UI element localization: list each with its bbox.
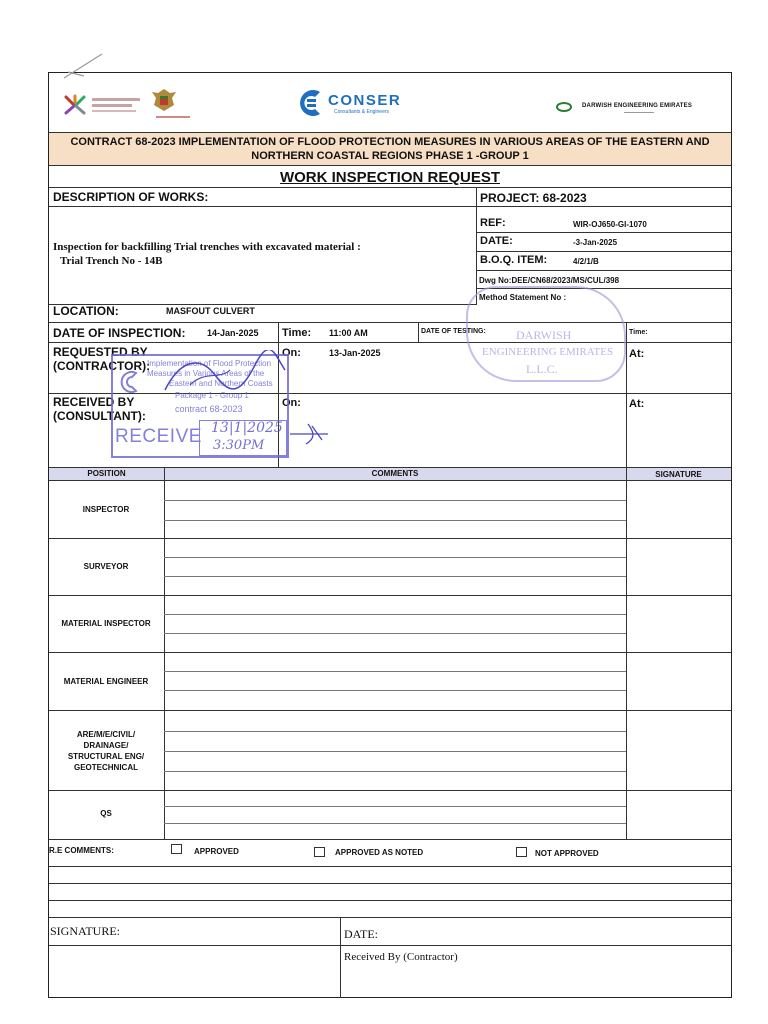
description-text: Inspection for backfilling Trial trenches with excavated material :: [53, 241, 361, 253]
ref-label: REF:: [480, 217, 506, 229]
approved-label: APPROVED: [194, 847, 239, 856]
stamp-time-handwritten: 3:30PM: [213, 438, 265, 453]
position-label: MATERIAL ENGINEER: [63, 677, 149, 686]
darwish-company-stamp: [466, 286, 626, 382]
requested-by-label: REQUESTED BY: [53, 345, 148, 359]
requested-on-value: 13-Jan-2025: [329, 348, 381, 358]
requested-by-label: (CONTRACTOR):: [53, 359, 151, 373]
requested-at-label: At:: [629, 348, 645, 360]
requested-on-label: On:: [282, 347, 301, 359]
stamp-text: Implementation of Flood Protection: [147, 359, 272, 368]
method-statement: Method Statement No :: [479, 293, 567, 302]
stamp-text: ENGINEERING EMIRATES: [482, 346, 614, 358]
inspection-form: [48, 72, 732, 998]
description-label: DESCRIPTION OF WORKS:: [53, 190, 209, 204]
stamp-c-logo-icon: [117, 370, 139, 394]
stamp-text: L.L.C.: [526, 362, 558, 376]
time-label: Time:: [282, 327, 312, 339]
not-approved-label: NOT APPROVED: [535, 849, 599, 858]
approved-as-noted-label: APPROVED AS NOTED: [335, 848, 424, 857]
position-label: INSPECTOR: [82, 505, 130, 514]
approved-as-noted-checkbox[interactable]: [314, 847, 325, 857]
location-label: LOCATION:: [53, 304, 119, 318]
description-text: Trial Trench No - 14B: [60, 255, 163, 267]
conser-name: CONSER: [328, 92, 402, 109]
contract-banner: [49, 132, 731, 166]
date-label: DATE:: [480, 235, 513, 247]
position-label: ARE/M/E/CIVIL/: [76, 730, 136, 739]
ref-value: WIR-OJ650-GI-1070: [573, 220, 647, 229]
date-of-testing-label: DATE OF TESTING:: [421, 328, 486, 335]
initials-scribble-icon: [288, 420, 330, 446]
received-by-contractor-label: Received By (Contractor): [344, 951, 458, 963]
stamp-text: DARWISH: [516, 328, 572, 342]
position-label: SURVEYOR: [83, 562, 129, 571]
position-label: GEOTECHNICAL: [74, 763, 138, 772]
time-value: 11:00 AM: [329, 328, 368, 338]
location-value: MASFOUT CULVERT: [166, 306, 255, 316]
stamp-text: Measures in Various Areas of the: [147, 369, 265, 378]
stamp-text: Package 1 - Group 1: [175, 391, 249, 400]
date-of-inspection-value: 14-Jan-2025: [207, 328, 259, 338]
boq-label: B.O.Q. ITEM:: [480, 254, 548, 266]
received-by-label: RECEIVED BY: [53, 395, 135, 409]
stamp-date-handwritten: 13|1|2025: [211, 420, 283, 436]
date-value: -3-Jan-2025: [573, 238, 618, 247]
dwg-number: Dwg No:DEE/CN68/2023/MS/CUL/398: [479, 276, 620, 285]
testing-time-label: Time:: [629, 329, 648, 336]
stamp-receive-word: RECEIVE: [115, 426, 202, 447]
date-of-inspection-label: DATE OF INSPECTION:: [53, 326, 186, 340]
not-approved-checkbox[interactable]: [516, 847, 527, 857]
position-label: QS: [100, 809, 112, 818]
corner-pen-mark-icon: [62, 52, 106, 80]
comments-header: COMMENTS: [371, 469, 419, 478]
position-header: POSITION: [87, 469, 126, 478]
contract-title: CONTRACT 68-2023 IMPLEMENTATION OF FLOOD PROTECTION MEASURES IN VARIOUS AREAS OF THE EASTERN AND NORTHERN COASTAL REGIONS PHASE 1 -GROUP 1: [70, 136, 710, 162]
position-label: DRAINAGE/: [83, 741, 129, 750]
received-on-label: On:: [282, 397, 301, 409]
re-comments-label: R.E COMMENTS:: [49, 846, 114, 855]
received-by-label: (CONSULTANT):: [53, 409, 146, 423]
signature-header: SIGNATURE: [655, 470, 702, 479]
boq-value: 4/2/1/B: [573, 257, 599, 266]
position-label: STRUCTURAL ENG/: [67, 752, 145, 761]
conser-tagline: Consultants & Engineers: [334, 109, 390, 115]
project-label: PROJECT: 68-2023: [480, 191, 587, 205]
form-title: WORK INSPECTION REQUEST: [279, 169, 500, 186]
approved-checkbox[interactable]: [171, 844, 182, 854]
stamp-text: contract 68-2023: [175, 404, 243, 414]
signature-label: SIGNATURE:: [50, 924, 121, 938]
footer-date-label: DATE:: [344, 927, 378, 941]
stamp-text: Eastern and Northern Coasts: [169, 379, 273, 388]
signature-scribble-icon: [160, 350, 290, 400]
darwish-name: DARWISH ENGINEERING EMIRATES: [582, 103, 693, 109]
received-at-label: At:: [629, 398, 645, 410]
position-label: MATERIAL INSPECTOR: [61, 619, 151, 628]
